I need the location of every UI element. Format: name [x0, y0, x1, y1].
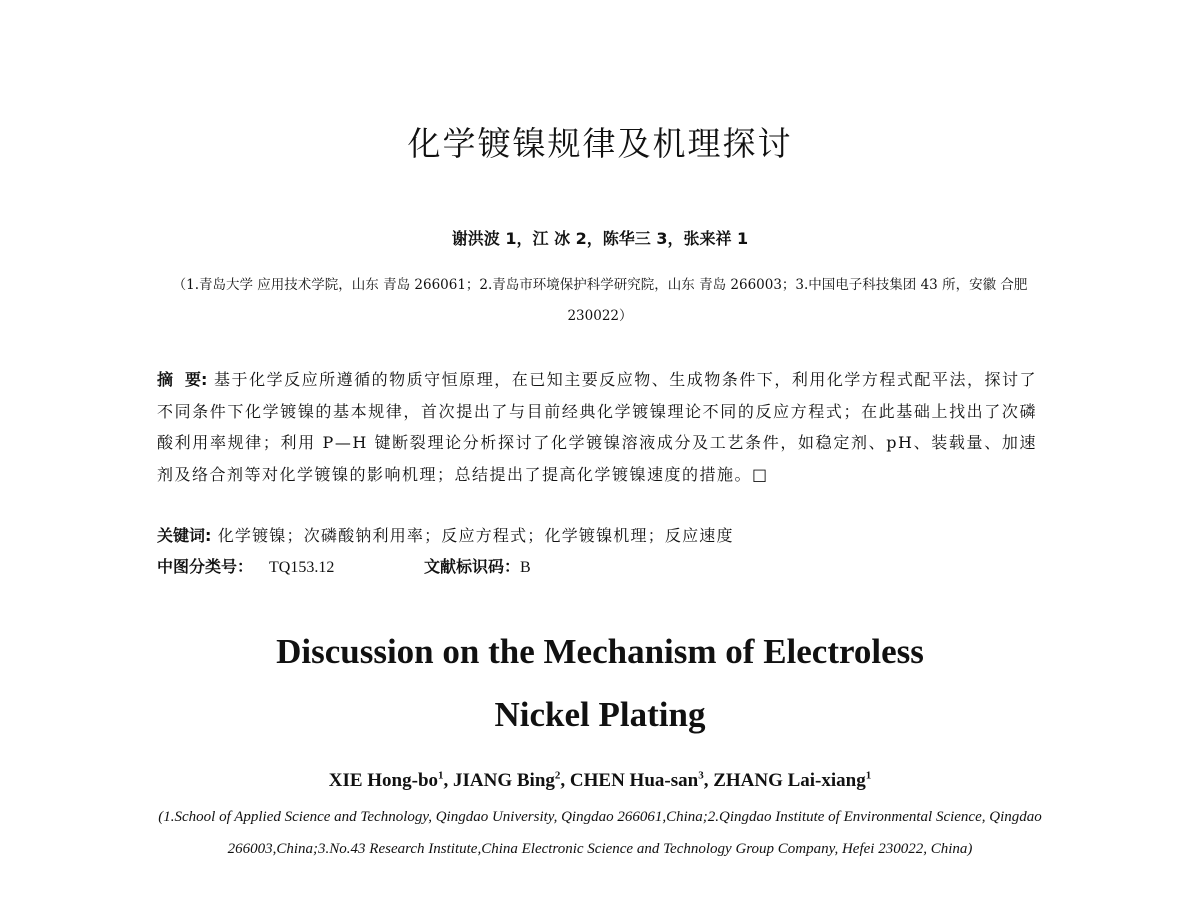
classification-code: TQ153.12 [269, 559, 335, 576]
doc-code: B [520, 559, 531, 576]
english-affiliation: (1.School of Applied Science and Technology, Qingdao University, Qingdao 266061,China;2.Qingdao Institute of Environmental Science, Qingdao 266003,China;3.No.43 Research Institute,China Electronic Science and Technology Group Company, Hefei 230022, China) [158, 809, 1042, 857]
abstract-text: 基于化学反应所遵循的物质守恒原理，在已知主要反应物、生成物条件下，利用化学方程式配平法，探讨了不同条件下化学镀镍的基本规律，首次提出了与目前经典化学镀镍理论不同的反应方程式；在此基础上找出了次磷酸利用率规律；利用 P—H 键断裂理论分析探讨了化学镀镍溶液成分及工艺条件，如稳定剂、pH、装载量、加速剂及络合剂等对化学镀镍的影响机理；总结提出了提高化学镀镍速度的措施。□ [157, 370, 1037, 484]
keywords-text: 化学镀镍；次磷酸钠利用率；反应方程式；化学镀镍机理；反应速度 [217, 526, 734, 545]
author-name: JIANG Bing [453, 770, 555, 791]
keywords-label: 关键词: [157, 526, 212, 545]
author-name: CHEN Hua-san [569, 770, 699, 791]
chinese-affiliation: （1.青岛大学 应用技术学院，山东 青岛 266061；2.青岛市环境保护科学研究院，山东 青岛 266003；3.中国电子科技集团 43 所，安徽 合肥 230022） [172, 277, 1028, 324]
author-name: XIE Hong-bo [328, 770, 439, 791]
abstract-label-tail: 要: [185, 370, 208, 389]
chinese-keywords [157, 520, 1037, 551]
classification-line [157, 551, 1037, 583]
author-name: ZHANG Lai-xiang [713, 770, 866, 791]
author-sep: , [560, 770, 570, 791]
author-sup: 1 [865, 769, 872, 782]
english-authors [0, 770, 1200, 792]
english-title-line2: Nickel Plating [494, 695, 706, 734]
english-title-line1: Discussion on the Mechanism of Electroless [276, 632, 924, 671]
author-sep: , [703, 770, 714, 791]
classification-label: 中图分类号： [157, 557, 254, 576]
chinese-authors: 谢洪波 1，江 冰 2，陈华三 3，张来祥 1 [451, 229, 749, 248]
author-sup: 2 [554, 769, 561, 782]
abstract-label-head: 摘 [157, 370, 186, 389]
author-sup: 3 [698, 769, 704, 782]
author-sup: 1 [438, 769, 444, 782]
chinese-abstract [157, 364, 1037, 490]
author-sep: , [443, 770, 454, 791]
chinese-title: 化学镀镍规律及机理探讨 [407, 124, 793, 163]
english-title [0, 620, 1200, 746]
doc-code-label: 文献标识码： [424, 557, 521, 576]
